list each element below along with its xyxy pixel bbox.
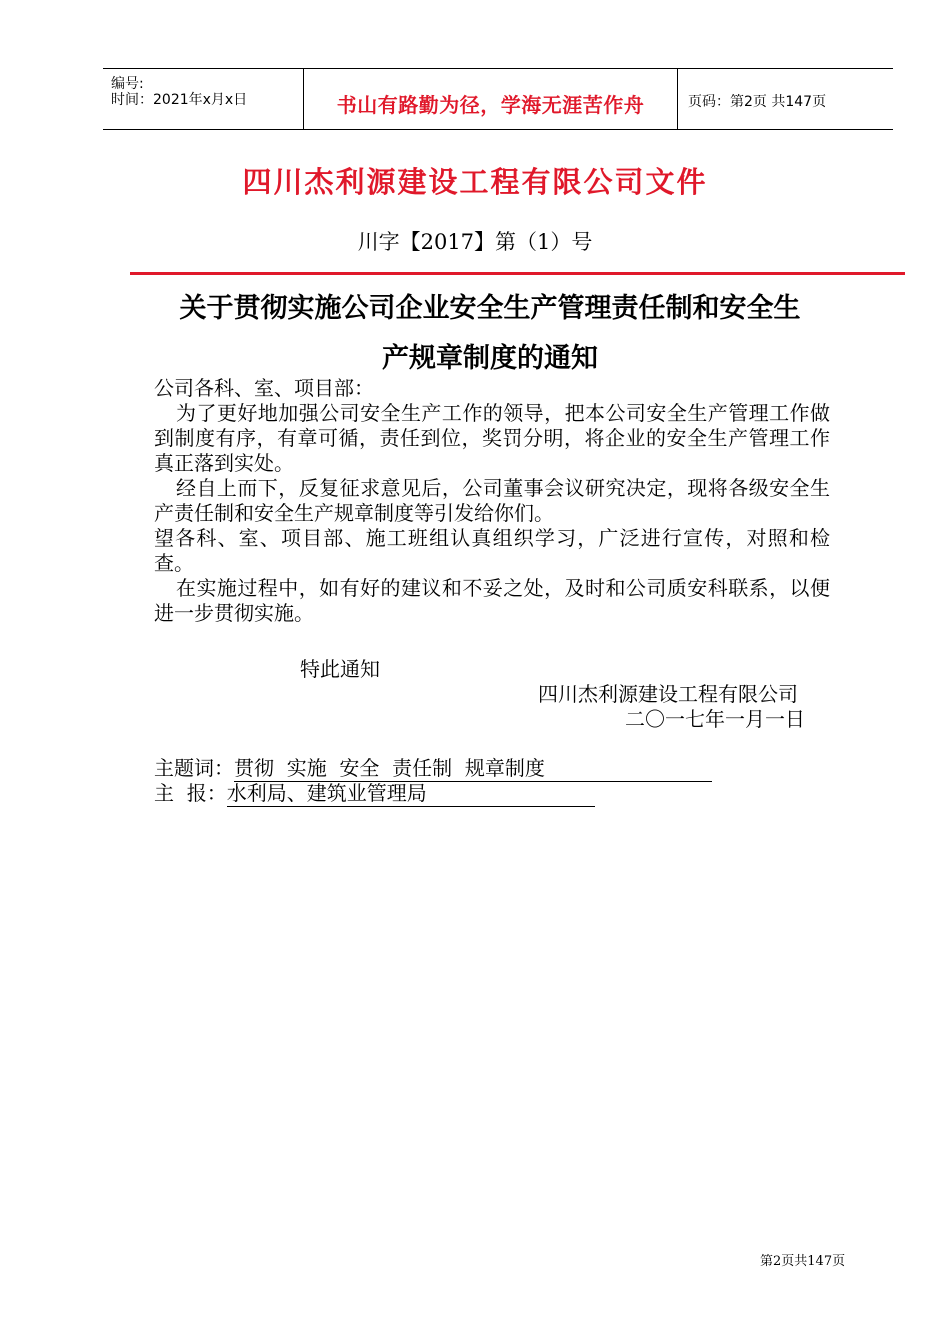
company-title: 四川杰利源建设工程有限公司文件	[242, 165, 708, 199]
report-line	[154, 777, 595, 807]
header-meta	[103, 69, 304, 129]
red-divider	[130, 272, 905, 275]
keywords-label: 主题词：	[154, 756, 234, 780]
header-motto	[304, 69, 678, 129]
notice-title-line1: 关于贯彻实施公司企业安全生产管理责任制和安全生	[179, 293, 801, 324]
keywords-value: 贯彻 实施 安全 责任制 规章制度	[234, 752, 712, 782]
page-header	[103, 68, 893, 130]
closing-text: 特此通知	[300, 657, 380, 681]
doc-number: 川字【2017】第（1）号	[357, 230, 593, 254]
report-label: 主 报：	[154, 781, 227, 805]
signer-name: 四川杰利源建设工程有限公司	[538, 682, 798, 706]
report-value: 水利局、建筑业管理局	[227, 777, 595, 807]
paragraph: 经自上而下，反复征求意见后，公司董事会议研究决定，现将各级安全生产责任制和安全生产规章制度等引发给你们。	[154, 476, 830, 525]
paragraph: 在实施过程中，如有好的建议和不妥之处，及时和公司质安科联系，以便进一步贯彻实施。	[154, 576, 830, 625]
header-page-code	[678, 69, 893, 129]
page-footer: 第2页共147页	[760, 1254, 846, 1269]
time-label: 时间：2021年x月x日	[111, 92, 248, 108]
motto-text: 书山有路勤为径，学海无涯苦作舟	[336, 93, 645, 117]
number-label: 编号:	[111, 76, 144, 92]
signing-date: 二〇一七年一月一日	[625, 707, 805, 731]
page-code: 页码：第2页 共147页	[688, 94, 827, 110]
paragraph: 为了更好地加强公司安全生产工作的领导，把本公司安全生产管理工作做到制度有序，有章可循，责任到位，奖罚分明，将企业的安全生产管理工作真正落到实处。	[154, 401, 830, 475]
paragraph: 望各科、室、项目部、施工班组认真组织学习，广泛进行宣传，对照和检查。	[154, 526, 830, 575]
salutation: 公司各科、室、项目部：	[154, 376, 374, 400]
notice-body	[154, 376, 830, 626]
notice-title-line2: 产规章制度的通知	[382, 343, 598, 374]
